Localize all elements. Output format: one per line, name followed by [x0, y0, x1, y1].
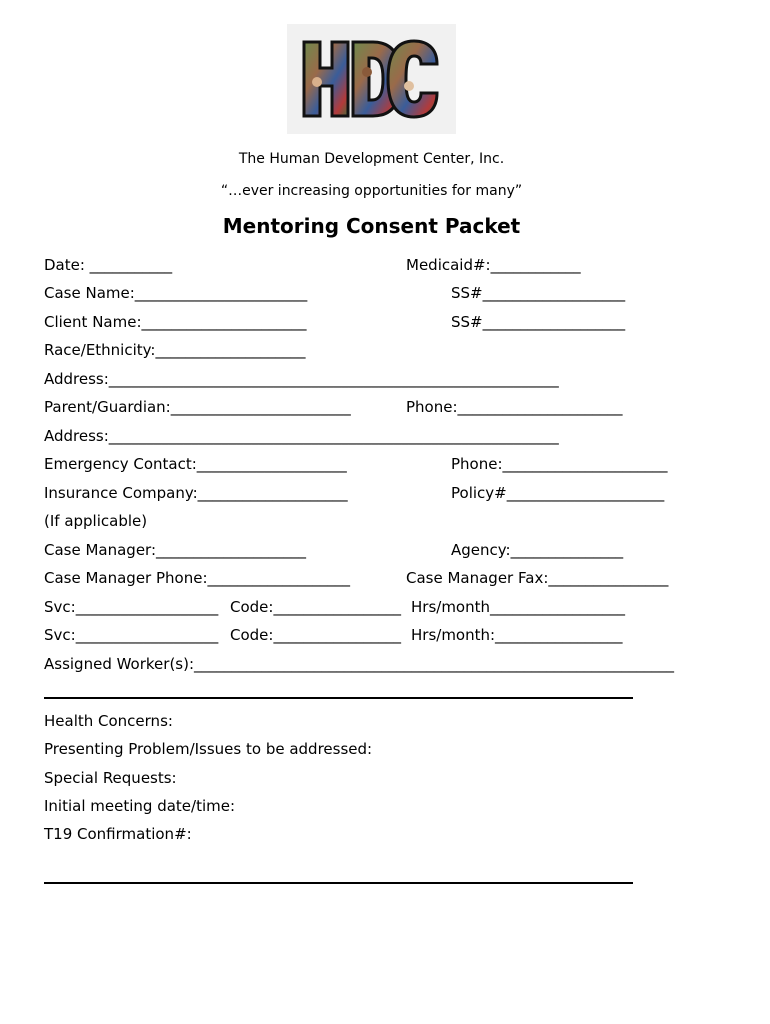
case-manager-field[interactable]: Case Manager:____________________: [44, 541, 307, 559]
page-title: Mentoring Consent Packet: [222, 214, 521, 238]
organization-name: The Human Development Center, Inc.: [238, 151, 505, 167]
hdc-logo: [287, 24, 456, 134]
address-field-1[interactable]: Address:____________________________________________________________: [44, 370, 559, 388]
emergency-contact-field[interactable]: Emergency Contact:____________________: [44, 455, 347, 473]
health-concerns-label: Health Concerns:: [44, 712, 173, 730]
case-name-field[interactable]: Case Name:_______________________: [44, 284, 308, 302]
agency-field[interactable]: Agency:_______________: [451, 541, 624, 559]
ss-field-1[interactable]: SS#___________________: [451, 284, 626, 302]
code-field-2[interactable]: Code:_________________: [230, 626, 401, 644]
case-manager-phone-field[interactable]: Case Manager Phone:___________________: [44, 569, 351, 587]
phone-field-2[interactable]: Phone:______________________: [451, 455, 668, 473]
medicaid-field[interactable]: Medicaid#:____________: [406, 256, 581, 274]
parent-guardian-field[interactable]: Parent/Guardian:________________________: [44, 398, 351, 416]
hours-per-month-field-1[interactable]: Hrs/month__________________: [411, 598, 625, 616]
assigned-workers-field[interactable]: Assigned Worker(s):________________________________________________________________: [44, 655, 675, 673]
special-requests-label: Special Requests:: [44, 769, 177, 787]
if-applicable-note: (If applicable): [44, 512, 148, 530]
presenting-problem-label: Presenting Problem/Issues to be addressed:: [44, 740, 373, 758]
policy-field[interactable]: Policy#_____________________: [451, 484, 665, 502]
case-manager-fax-field[interactable]: Case Manager Fax:________________: [406, 569, 669, 587]
tagline: “…ever increasing opportunities for many”: [220, 183, 523, 199]
section-divider-2: [44, 882, 633, 884]
race-ethnicity-field[interactable]: Race/Ethnicity:____________________: [44, 341, 306, 359]
service-field-1[interactable]: Svc:___________________: [44, 598, 219, 616]
address-field-2[interactable]: Address:____________________________________________________________: [44, 427, 559, 445]
t19-confirmation-label: T19 Confirmation#:: [44, 825, 192, 843]
section-divider-1: [44, 697, 633, 699]
phone-field-1[interactable]: Phone:______________________: [406, 398, 623, 416]
date-field[interactable]: Date: ___________: [44, 256, 173, 274]
code-field-1[interactable]: Code:_________________: [230, 598, 401, 616]
hours-per-month-field-2[interactable]: Hrs/month:_________________: [411, 626, 623, 644]
service-field-2[interactable]: Svc:___________________: [44, 626, 219, 644]
insurance-company-field[interactable]: Insurance Company:____________________: [44, 484, 348, 502]
client-name-field[interactable]: Client Name:______________________: [44, 313, 307, 331]
hdc-logo-graphic: [287, 24, 456, 134]
initial-meeting-label: Initial meeting date/time:: [44, 797, 236, 815]
ss-field-2[interactable]: SS#___________________: [451, 313, 626, 331]
